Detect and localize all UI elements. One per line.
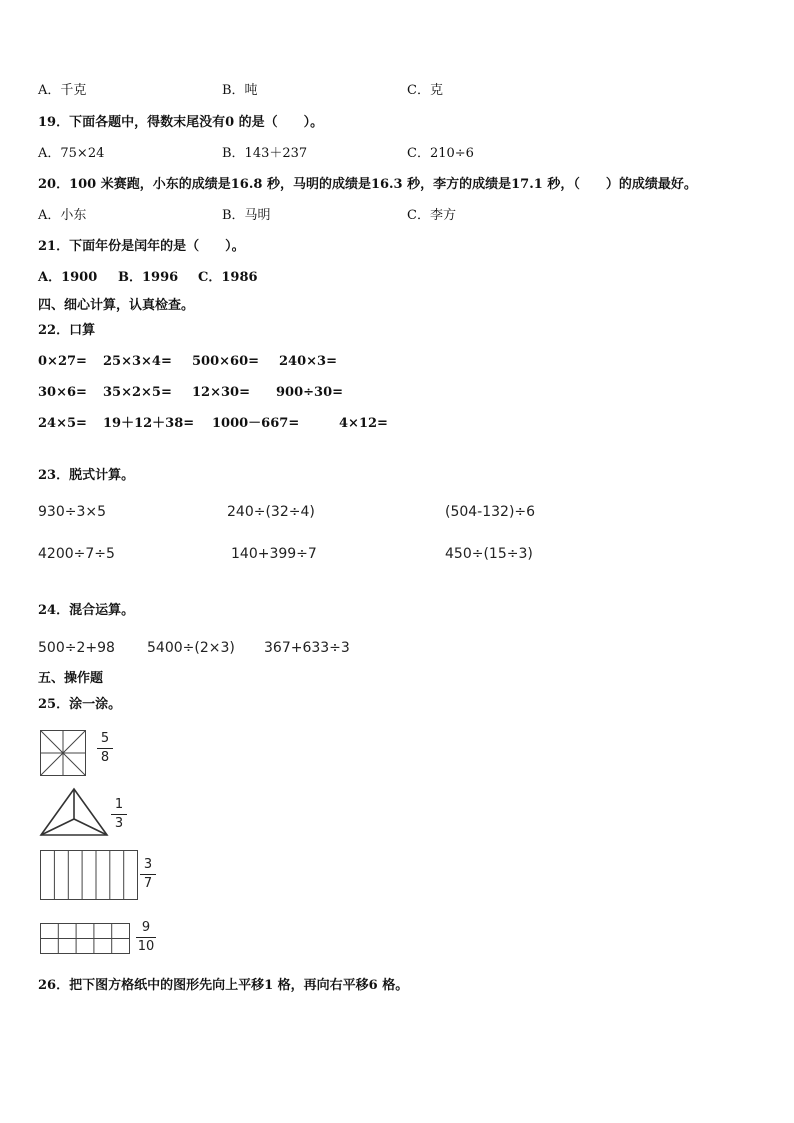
q22-item: 900÷30=	[276, 385, 344, 400]
fraction-bar	[140, 874, 156, 875]
fraction-5-8	[97, 731, 113, 766]
q18-option-a: A．千克	[38, 83, 87, 98]
q19-option-a: A．75×24	[38, 146, 105, 161]
fraction-bar	[97, 748, 113, 749]
q24-expression: 500÷2+98	[38, 640, 115, 656]
q23-expression: 4200÷7÷5	[38, 546, 115, 562]
q22-item: 0×27=	[38, 354, 87, 369]
q21-option-c: C．1986	[198, 270, 258, 285]
q20-option-b: B．马明	[222, 208, 271, 223]
fraction-1-3	[111, 797, 127, 832]
q18-option-c: C．克	[407, 83, 443, 98]
q18-option-b: B．吨	[222, 83, 258, 98]
q22-item: 25×3×4=	[103, 354, 172, 369]
q23-expression: 240÷(32÷4)	[227, 504, 315, 520]
q25-stem: 25．涂一涂。	[38, 697, 122, 712]
q20-option-c: C．李方	[407, 208, 456, 223]
triangle-thirds-figure	[40, 788, 108, 836]
square-eighths-figure	[40, 730, 86, 776]
fraction-numerator: 3	[143, 857, 153, 872]
q26-stem: 26．把下图方格纸中的图形先向上平移1 格，再向右平移6 格。	[38, 978, 409, 993]
q22-item: 19＋12＋38=	[103, 416, 195, 431]
q24-expression: 5400÷(2×3)	[147, 640, 235, 656]
q24-expression: 367+633÷3	[264, 640, 350, 656]
q22-item: 4×12=	[339, 416, 388, 431]
fraction-9-10	[136, 920, 156, 955]
q20-stem: 20．100 米赛跑，小东的成绩是16.8 秒，马明的成绩是16.3 秒，李方的成绩是17.1 秒，（ ）的成绩最好。	[38, 177, 697, 192]
fraction-denominator: 3	[114, 816, 124, 831]
q22-item: 30×6=	[38, 385, 87, 400]
q22-item: 12×30=	[192, 385, 250, 400]
q23-expression: 450÷(15÷3)	[445, 546, 533, 562]
q22-item: 35×2×5=	[103, 385, 172, 400]
grid-tenths-figure	[40, 923, 130, 954]
q22-item: 24×5=	[38, 416, 87, 431]
fraction-bar	[136, 937, 156, 938]
fraction-3-7	[140, 857, 156, 892]
q19-option-c: C．210÷6	[407, 146, 474, 161]
fraction-bar	[111, 814, 127, 815]
q24-stem: 24．混合运算。	[38, 603, 135, 618]
q22-item: 240×3=	[279, 354, 337, 369]
fraction-denominator: 10	[137, 939, 155, 954]
fraction-numerator: 1	[114, 797, 124, 812]
q21-option-a: A．1900	[38, 270, 98, 285]
q23-expression: (504-132)÷6	[445, 504, 536, 520]
q22-stem: 22．口算	[38, 323, 96, 338]
q21-option-b: B．1996	[118, 270, 179, 285]
q21-stem: 21．下面年份是闰年的是（ ）。	[38, 239, 245, 254]
q20-option-a: A．小东	[38, 208, 87, 223]
q23-expression: 140+399÷7	[231, 546, 317, 562]
rectangle-sevenths-figure	[40, 850, 138, 900]
section-4-heading: 四、细心计算，认真检查。	[38, 298, 195, 313]
q22-item: 1000－667=	[212, 416, 300, 431]
q23-expression: 930÷3×5	[38, 504, 106, 520]
fraction-denominator: 8	[100, 750, 110, 765]
fraction-numerator: 5	[100, 731, 110, 746]
q19-option-b: B．143＋237	[222, 146, 308, 161]
q22-item: 500×60=	[192, 354, 260, 369]
q23-stem: 23．脱式计算。	[38, 468, 135, 483]
q19-stem: 19．下面各题中，得数末尾没有0 的是（ ）。	[38, 115, 324, 130]
fraction-denominator: 7	[143, 876, 153, 891]
fraction-numerator: 9	[141, 920, 151, 935]
section-5-heading: 五、操作题	[38, 671, 104, 686]
